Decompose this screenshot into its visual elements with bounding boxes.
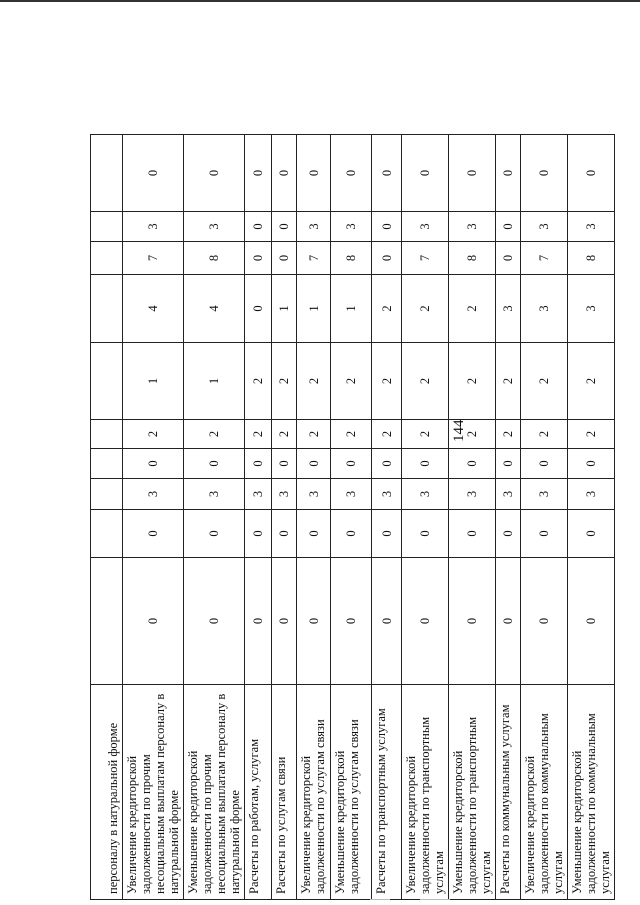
code-cell: 3	[449, 212, 496, 242]
code-cell: 3	[372, 479, 402, 510]
code-cell: 0	[331, 558, 372, 685]
code-cell: 3	[521, 212, 568, 242]
code-cell: 7	[402, 242, 449, 275]
code-cell	[91, 343, 123, 420]
code-cell: 7	[521, 242, 568, 275]
code-cell: 2	[568, 420, 615, 449]
code-cell: 0	[184, 449, 245, 479]
code-cell: 3	[297, 479, 331, 510]
code-cell: 0	[402, 510, 449, 558]
code-cell: 0	[496, 242, 521, 275]
code-cell: 0	[123, 510, 184, 558]
code-cell: 3	[568, 275, 615, 343]
row-label: Увеличение кредиторской задолженности по прочим несоциальным выплатам персоналу в натуральной форме	[123, 685, 184, 900]
code-cell: 0	[402, 449, 449, 479]
code-cell: 8	[331, 242, 372, 275]
code-cell: 0	[372, 212, 402, 242]
code-cell: 0	[272, 558, 297, 685]
code-cell: 0	[568, 449, 615, 479]
code-cell: 0	[272, 510, 297, 558]
scan-edge	[0, 895, 640, 905]
row-label: персоналу в натуральной форме	[91, 685, 123, 900]
code-cell: 3	[402, 479, 449, 510]
code-cell: 2	[449, 420, 496, 449]
row-label: Увеличение кредиторской задолженности по услугам связи	[297, 685, 331, 900]
table-body	[91, 135, 615, 900]
code-cell: 2	[297, 343, 331, 420]
code-cell: 3	[245, 479, 272, 510]
code-cell: 0	[123, 449, 184, 479]
code-cell: 0	[272, 212, 297, 242]
code-cell	[91, 510, 123, 558]
code-cell: 2	[402, 275, 449, 343]
code-cell: 4	[123, 275, 184, 343]
top-border-line	[0, 0, 640, 2]
code-cell	[91, 275, 123, 343]
code-cell	[91, 212, 123, 242]
code-cell: 2	[272, 343, 297, 420]
code-cell: 3	[123, 212, 184, 242]
table-row	[91, 135, 123, 900]
table-row	[331, 135, 372, 900]
code-cell: 0	[521, 449, 568, 479]
code-cell: 0	[496, 510, 521, 558]
code-cell: 0	[272, 135, 297, 212]
code-cell: 3	[496, 479, 521, 510]
code-cell: 2	[496, 343, 521, 420]
code-cell: 0	[123, 558, 184, 685]
code-cell: 0	[245, 242, 272, 275]
table-row	[184, 135, 245, 900]
row-label: Уменьшение кредиторской задолженности по коммунальным услугам	[568, 685, 615, 900]
code-cell: 2	[521, 420, 568, 449]
code-cell: 3	[496, 275, 521, 343]
code-cell: 0	[245, 449, 272, 479]
code-cell: 2	[402, 420, 449, 449]
code-cell: 0	[184, 558, 245, 685]
code-cell: 0	[496, 558, 521, 685]
code-cell: 3	[521, 479, 568, 510]
row-label: Расчеты по работам, услугам	[245, 685, 272, 900]
code-cell: 3	[568, 212, 615, 242]
row-label: Расчеты по коммунальным услугам	[496, 685, 521, 900]
code-cell	[91, 479, 123, 510]
code-cell: 8	[568, 242, 615, 275]
code-cell: 1	[272, 275, 297, 343]
table-row	[568, 135, 615, 900]
code-cell: 8	[184, 242, 245, 275]
code-cell: 0	[521, 510, 568, 558]
code-cell: 2	[331, 420, 372, 449]
code-cell: 0	[568, 510, 615, 558]
code-cell: 3	[184, 212, 245, 242]
code-cell: 4	[184, 275, 245, 343]
code-cell: 3	[297, 212, 331, 242]
code-cell: 2	[297, 420, 331, 449]
code-cell: 2	[245, 420, 272, 449]
row-label: Уменьшение кредиторской задолженности по транспортным услугам	[449, 685, 496, 900]
code-cell: 0	[297, 510, 331, 558]
code-cell: 8	[449, 242, 496, 275]
table-row	[496, 135, 521, 900]
code-cell: 2	[372, 420, 402, 449]
code-cell: 0	[372, 242, 402, 275]
code-cell: 0	[184, 510, 245, 558]
code-cell: 1	[184, 343, 245, 420]
code-cell: 1	[297, 275, 331, 343]
code-cell: 0	[521, 558, 568, 685]
table-row	[521, 135, 568, 900]
code-cell: 0	[245, 135, 272, 212]
code-cell: 0	[521, 135, 568, 212]
code-cell: 0	[402, 558, 449, 685]
code-cell: 2	[568, 343, 615, 420]
code-cell: 3	[123, 479, 184, 510]
code-cell: 0	[372, 135, 402, 212]
table-row	[245, 135, 272, 900]
code-cell	[91, 449, 123, 479]
row-label: Увеличение кредиторской задолженности по коммунальным услугам	[521, 685, 568, 900]
code-cell: 3	[331, 212, 372, 242]
code-cell: 7	[123, 242, 184, 275]
rotated-table-wrapper	[90, 135, 612, 900]
code-cell: 1	[123, 343, 184, 420]
table-row	[449, 135, 496, 900]
code-cell: 3	[272, 479, 297, 510]
code-cell: 2	[402, 343, 449, 420]
code-cell: 3	[331, 479, 372, 510]
code-cell: 0	[272, 242, 297, 275]
code-cell: 0	[184, 135, 245, 212]
row-label: Расчеты по услугам связи	[272, 685, 297, 900]
code-cell: 0	[297, 558, 331, 685]
code-cell: 0	[245, 275, 272, 343]
code-cell: 0	[372, 510, 402, 558]
code-cell: 0	[372, 558, 402, 685]
table-row	[123, 135, 184, 900]
code-cell: 3	[521, 275, 568, 343]
code-cell: 0	[372, 449, 402, 479]
code-cell: 0	[568, 135, 615, 212]
code-cell: 2	[449, 343, 496, 420]
code-cell: 0	[568, 558, 615, 685]
code-cell: 2	[372, 275, 402, 343]
row-label: Уменьшение кредиторской задолженности по прочим несоциальным выплатам персоналу в натуральной форме	[184, 685, 245, 900]
code-cell	[91, 420, 123, 449]
accounts-table	[90, 134, 615, 900]
code-cell: 0	[496, 212, 521, 242]
code-cell: 2	[245, 343, 272, 420]
code-cell: 0	[245, 510, 272, 558]
code-cell: 2	[372, 343, 402, 420]
code-cell: 0	[402, 135, 449, 212]
code-cell: 2	[521, 343, 568, 420]
code-cell: 2	[496, 420, 521, 449]
code-cell: 7	[297, 242, 331, 275]
table-row	[372, 135, 402, 900]
code-cell: 2	[272, 420, 297, 449]
code-cell: 0	[449, 449, 496, 479]
code-cell	[91, 558, 123, 685]
code-cell: 0	[496, 135, 521, 212]
code-cell: 3	[402, 212, 449, 242]
code-cell: 0	[331, 510, 372, 558]
page-number: 144	[451, 419, 467, 442]
code-cell	[91, 135, 123, 212]
code-cell: 2	[184, 420, 245, 449]
row-label: Уменьшение кредиторской задолженности по услугам связи	[331, 685, 372, 900]
code-cell: 0	[245, 212, 272, 242]
code-cell: 3	[568, 479, 615, 510]
code-cell: 0	[297, 135, 331, 212]
code-cell: 0	[245, 558, 272, 685]
code-cell: 0	[449, 558, 496, 685]
code-cell: 2	[331, 343, 372, 420]
code-cell: 2	[123, 420, 184, 449]
row-label: Увеличение кредиторской задолженности по транспортным услугам	[402, 685, 449, 900]
code-cell: 0	[272, 449, 297, 479]
table-row	[402, 135, 449, 900]
code-cell: 0	[449, 510, 496, 558]
code-cell: 0	[123, 135, 184, 212]
code-cell: 0	[297, 449, 331, 479]
code-cell	[91, 242, 123, 275]
table-row	[297, 135, 331, 900]
code-cell: 0	[449, 135, 496, 212]
code-cell: 3	[449, 479, 496, 510]
code-cell: 0	[496, 449, 521, 479]
code-cell: 1	[331, 275, 372, 343]
table-row	[272, 135, 297, 900]
code-cell: 2	[449, 275, 496, 343]
row-label: Расчеты по транспортным услугам	[372, 685, 402, 900]
code-cell: 0	[331, 135, 372, 212]
code-cell: 0	[331, 449, 372, 479]
code-cell: 3	[184, 479, 245, 510]
